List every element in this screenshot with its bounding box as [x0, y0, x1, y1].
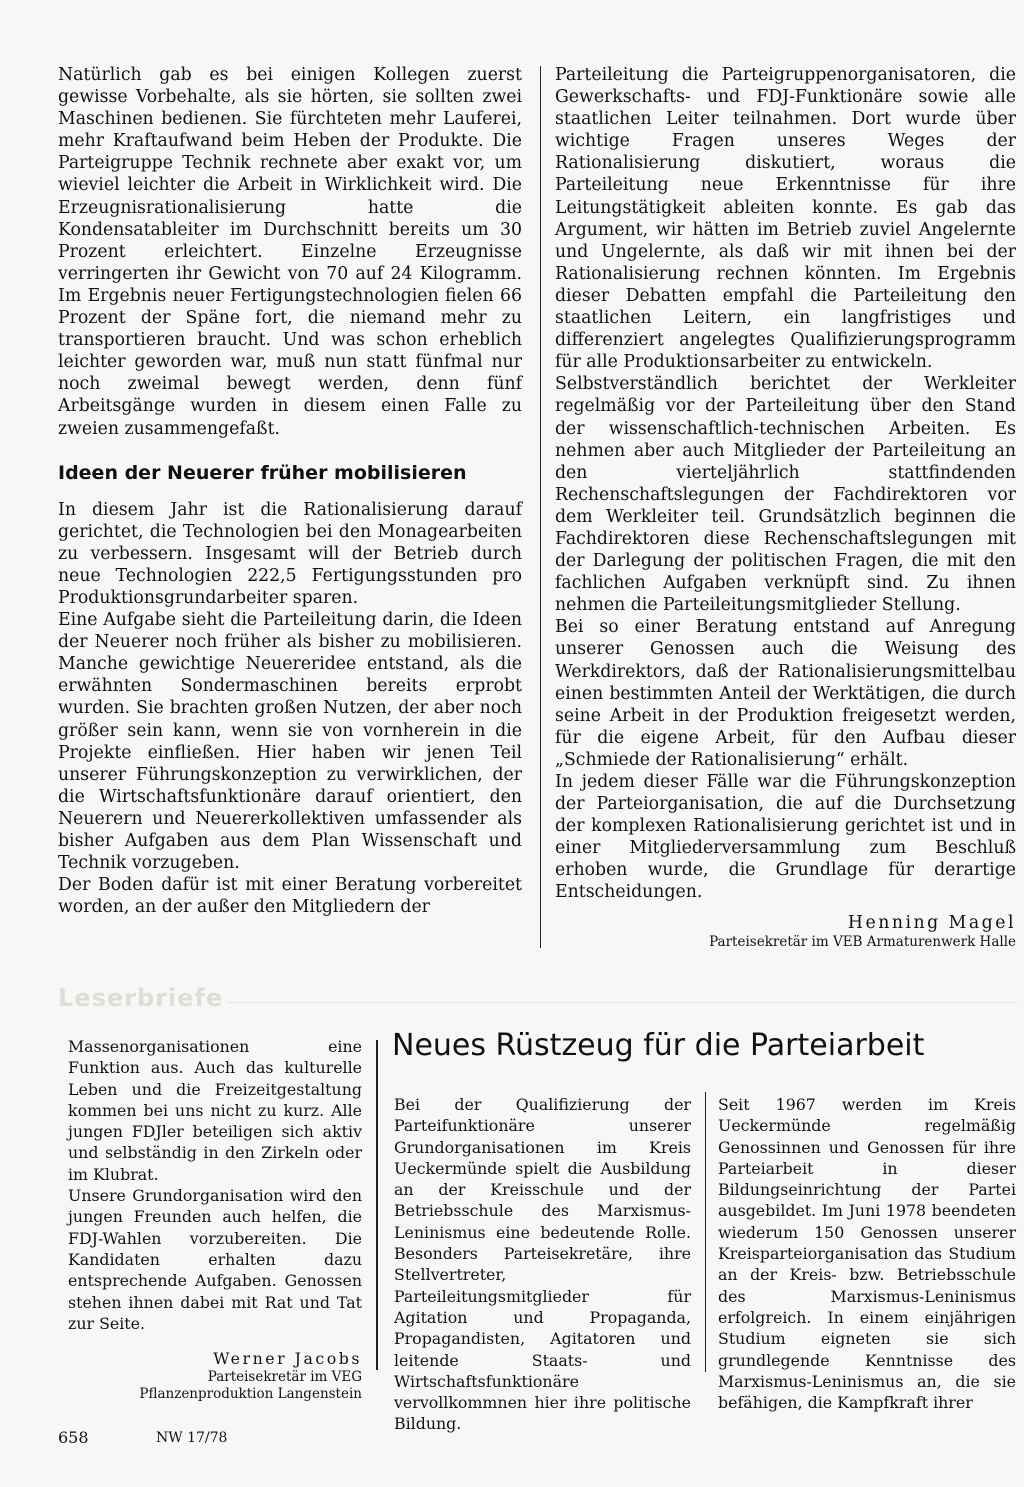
- column-divider: [540, 66, 541, 948]
- issue-label: NW 17/78: [156, 1430, 228, 1446]
- article-paragraph: Parteileitung die Parteigruppenorganisatoren, die Gewerkschafts- und FDJ-Funktionäre sowie alle staatlichen Leiter teilnahmen. Dort wurde über wichtige Fragen unseres Weges der Rationalisierung diskutiert, woraus die Parteileitung neue Erkenntnisse für ihre Leitungstätigkeit ableiten konnte. Es gab das Argument, wir hätten im Betrieb zuviel Angelernte und Ungelernte, als daß wir mit ihnen bei der Rationalisierung rechnen könnten. Im Ergebnis dieser Debatten empfahl die Parteileitung den staatlichen Leitern, ein langfristiges und differenziert angelegtes Qualifizierungsprogramm für alle Produktionsarbeiter zu entwickeln.: [555, 65, 1016, 373]
- article-left-column: [58, 64, 522, 918]
- letter-title: Neues Rüstzeug für die Parteiarbeit: [392, 1028, 925, 1063]
- letter-paragraph: Seit 1967 werden im Kreis Ueckermünde regelmäßig Genossinnen und Genossen für ihre Parteiarbeit in dieser Bildungseinrichtung der Partei ausgebildet. Im Juni 1978 beendeten wiederum 150 Genossen unserer Kreisparteiorganisation das Studium an der Kreis- bzw. Betriebsschule des Marxismus-Leninismus erfolgreich. In einem einjährigen Studium eigneten sie sich grundlegende Kenntnisse des Marxismus-Leninismus an, die sie befähigen, die Kampfkraft ihrer: [718, 1095, 1016, 1413]
- letter-signature: [68, 1348, 362, 1403]
- page-number: 658: [58, 1428, 89, 1447]
- letter-two-column-a: [394, 1094, 691, 1435]
- column-divider: [705, 1092, 706, 1372]
- author-role: Parteisekretär im VEB Armaturenwerk Halle: [709, 933, 1016, 950]
- letter-author-role: Pflanzenproduktion Langenstein: [139, 1386, 362, 1403]
- section-rule: [228, 1002, 1018, 1003]
- letter-paragraph: Massenorganisationen eine Funktion aus. Auch das kulturelle Leben und die Freizeitgestaltung kommen bei uns nicht zu kurz. Alle jungen FDJler beteiligen sich aktiv und selbständig in den Zirkeln oder im Klubrat.: [68, 1037, 362, 1184]
- letter-author-role: Parteisekretär im VEG: [207, 1369, 362, 1386]
- letter-two-column-b: [718, 1094, 1016, 1413]
- article-paragraph: Selbstverständlich berichtet der Werkleiter regelmäßig vor der Parteileitung über den Stand der wissenschaftlich-technischen Arbeiten. Es nehmen aber auch Mitglieder der Parteileitung an den vierteljährlich stattfindenden Rechenschaftslegungen der Fachdirektoren vor dem Werkleiter teil. Grundsätzlich beginnen die Fachdirektoren diese Rechenschaftslegungen mit der Darlegung der politischen Fragen, die mit den fachlichen Aufgaben verknüpft sind. Zu ihnen nehmen die Parteileitungsmitglieder Stellung.: [555, 374, 1016, 616]
- article-paragraph: Der Boden dafür ist mit einer Beratung vorbereitet worden, an der außer den Mitgliedern der: [58, 875, 522, 918]
- article-paragraph: In jedem dieser Fälle war die Führungskonzeption der Parteiorganisation, die auf die Durchsetzung der komplexen Rationalisierung gerichtet ist und in einer Mitgliederversammlung zum Beschluß erhoben wurde, die Grundlage für derartige Entscheidungen.: [555, 772, 1016, 903]
- column-divider: [376, 1040, 378, 1370]
- letter-author-name: Werner Jacobs: [213, 1349, 362, 1369]
- section-label: Leserbriefe: [58, 984, 224, 1012]
- article-right-column: [555, 64, 1016, 951]
- article-paragraph: Eine Aufgabe sieht die Parteileitung darin, die Ideen der Neuerer noch früher als bisher zu mobilisieren. Manche gewichtige Neuereridee entstand, als die erwähnten Sondermaschinen bereits erprobt wurden. Sie brachten großen Nutzen, der aber noch größer sein kann, wenn sie von vornherein in die Projekte einfließen. Hier haben wir jenen Teil unserer Führungskonzeption zu verwirklichen, der die Wirtschaftsfunktionäre darauf orientiert, den Neuerern und Neuererkollektiven umfassender als bisher Aufgaben aus dem Plan Wissenschaft und Technik vorzugeben.: [58, 610, 522, 874]
- letter-paragraph: Bei der Qualifizierung der Parteifunktionäre unserer Grundorganisationen im Kreis Ueckermünde spielt die Ausbildung an der Kreisschule und der Betriebsschule des Marxismus-Leninismus eine bedeutende Rolle. Besonders Parteisekretäre, ihre Stellvertreter, Parteileitungsmitglieder für Agitation und Propaganda, Propagandisten, Agitatoren und leitende Staats- und Wirtschaftsfunktionäre vervollkommnen hier ihre politische Bildung.: [394, 1095, 691, 1434]
- author-name: Henning Magel: [847, 912, 1016, 933]
- article-paragraph: In diesem Jahr ist die Rationalisierung darauf gerichtet, die Technologien bei den Monagearbeiten zu verbessern. Insgesamt will der Betrieb durch neue Technologien 222,5 Fertigungsstunden pro Produktionsgrundarbeiter sparen.: [58, 499, 522, 608]
- letter-one-column: [68, 1036, 362, 1403]
- article-paragraph: Bei so einer Beratung entstand auf Anregung unserer Genossen auch die Weisung des Werkdirektors, daß der Rationalisierungsmittelbau einen bestimmten Anteil der Werktätigen, die durch seine Arbeit in der Produktion freigesetzt werden, für die eigene Arbeit, für den Aufbau dieser „Schmiede der Rationalisierung“ erhält.: [555, 617, 1016, 770]
- letter-paragraph: Unsere Grundorganisation wird den jungen Freunden auch helfen, die FDJ-Wahlen vorzubereiten. Die Kandidaten erhalten dazu entsprechende Aufgaben. Genossen stehen ihnen dabei mit Rat und Tat zur Seite.: [68, 1186, 362, 1333]
- author-signature: [555, 912, 1016, 951]
- section-heading: Ideen der Neuerer früher mobilisieren: [58, 461, 467, 484]
- article-paragraph: Natürlich gab es bei einigen Kollegen zuerst gewisse Vorbehalte, als sie hörten, sie sollten zwei Maschinen bedienen. Sie fürchteten mehr Lauferei, mehr Kraftaufwand beim Heben der Produkte. Die Parteigruppe Technik rechnete aber exakt vor, um wieviel leichter die Arbeit in Wirklichkeit wird. Die Erzeugnisrationalisierung hatte die Kondensatableiter im Durchschnitt bereits um 30 Prozent erleichtert. Einzelne Erzeugnisse verringerten ihr Gewicht von 70 auf 24 Kilogramm. Im Ergebnis neuer Fertigungstechnologien fielen 66 Prozent der Späne fort, die niemand mehr zu transportieren braucht. Und was schon erheblich leichter geworden war, muß nun statt fünfmal nur noch zweimal bewegt werden, denn fünf Arbeitsgänge wurden in diesem einen Falle zu zweien zusammengefaßt.: [58, 65, 522, 439]
